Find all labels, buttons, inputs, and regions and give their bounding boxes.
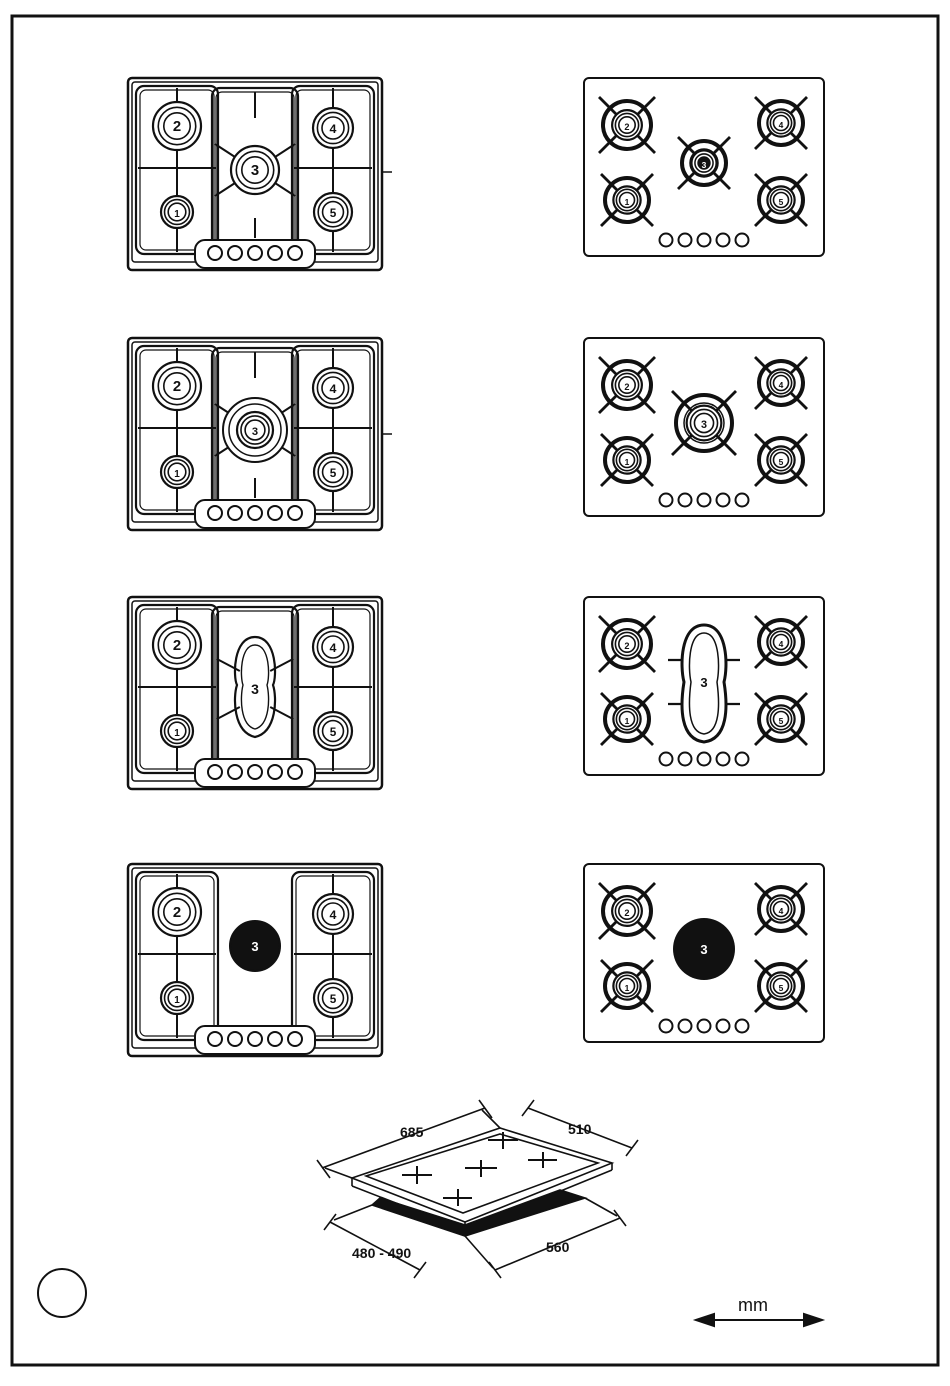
burner-number-label: 4	[329, 641, 337, 655]
dim-label-depth: 510	[568, 1121, 592, 1137]
burner-number-label: 4	[329, 122, 337, 136]
burner-number-label: 3	[251, 939, 259, 954]
control-knob	[208, 765, 222, 779]
control-knob	[679, 1020, 692, 1033]
control-knob	[736, 494, 749, 507]
control-knob	[228, 506, 242, 520]
burner-number-label: 5	[778, 983, 784, 993]
control-knob	[208, 246, 222, 260]
control-knob	[288, 1032, 302, 1046]
control-knob	[717, 753, 730, 766]
control-knob	[268, 506, 282, 520]
burner-number-label: 3	[700, 942, 708, 957]
control-knob	[248, 765, 262, 779]
burner-number-label: 5	[778, 197, 784, 207]
control-knob	[268, 1032, 282, 1046]
burner-number-label: 4	[778, 380, 784, 390]
burner-number-label: 4	[778, 120, 784, 130]
hob-c-glass	[584, 597, 824, 775]
control-knob	[288, 506, 302, 520]
burner-number-label: 2	[624, 908, 630, 918]
burner-number-label: 1	[624, 983, 630, 993]
burner-number-label: 1	[624, 716, 630, 726]
control-knob	[660, 753, 673, 766]
burner-number-label: 5	[778, 457, 784, 467]
control-knob	[736, 234, 749, 247]
burner-number-label: 2	[172, 638, 182, 654]
burner-number-label: 1	[174, 209, 180, 220]
burner-number-label: 4	[778, 906, 784, 916]
hob-c-grate	[128, 597, 382, 789]
control-knob	[228, 246, 242, 260]
burner-number-label: 5	[329, 467, 337, 480]
control-knob	[698, 753, 711, 766]
dim-label-cutout-depth: 480 - 490	[352, 1245, 412, 1261]
hob-variants	[128, 78, 824, 1056]
control-knob	[736, 753, 749, 766]
burner-number-label: 4	[329, 908, 337, 922]
hob-d-grate	[128, 864, 382, 1056]
burner-number-label: 3	[701, 419, 707, 431]
control-knob	[228, 1032, 242, 1046]
burner-number-label: 2	[172, 119, 182, 135]
burner-number-label: 5	[329, 993, 337, 1006]
hob-b-grate	[128, 338, 382, 530]
burner-number-label: 4	[778, 639, 784, 649]
burner-number-label: 5	[329, 726, 337, 739]
region-marker-circle	[38, 1269, 86, 1317]
control-knob	[248, 246, 262, 260]
burner-number-label: 3	[250, 163, 260, 179]
control-knob	[208, 506, 222, 520]
control-knob	[679, 234, 692, 247]
control-knob	[288, 765, 302, 779]
burner-number-label: 3	[701, 160, 707, 170]
burner-number-label: 5	[329, 207, 337, 220]
burner-number-label: 3	[700, 675, 708, 690]
control-knob	[698, 1020, 711, 1033]
burner-number-label: 2	[624, 641, 630, 651]
control-knob	[679, 494, 692, 507]
hob-b-glass	[584, 338, 824, 516]
control-knob	[717, 1020, 730, 1033]
burner-number-label: 1	[174, 728, 180, 739]
burner-number-label: 2	[172, 905, 182, 921]
control-knob	[660, 234, 673, 247]
control-knob	[717, 234, 730, 247]
control-knob	[660, 1020, 673, 1033]
burner-number-label: 4	[329, 382, 337, 396]
control-knob	[228, 765, 242, 779]
control-knob	[248, 1032, 262, 1046]
burner-number-label: 1	[174, 995, 180, 1006]
burner-number-label: 5	[778, 716, 784, 726]
control-knob	[717, 494, 730, 507]
burner-number-label: 2	[624, 382, 630, 392]
dim-label-cutout-width: 560	[546, 1239, 570, 1255]
burner-number-label: 3	[251, 681, 259, 697]
control-knob	[660, 494, 673, 507]
control-knob	[288, 246, 302, 260]
units-arrow	[696, 1314, 822, 1326]
burner-number-label: 3	[251, 426, 259, 438]
control-knob	[248, 506, 262, 520]
control-knob	[679, 753, 692, 766]
burner-number-label: 2	[172, 379, 182, 395]
control-knob	[698, 234, 711, 247]
control-knob	[736, 1020, 749, 1033]
burner-number-label: 1	[624, 457, 630, 467]
hob-a-grate	[128, 78, 382, 270]
control-knob	[268, 246, 282, 260]
control-knob	[268, 765, 282, 779]
burner-number-label: 1	[624, 197, 630, 207]
control-knob	[698, 494, 711, 507]
dim-label-width: 685	[400, 1124, 424, 1140]
cutout-base	[372, 1190, 585, 1236]
control-knob	[208, 1032, 222, 1046]
hob-d-glass	[584, 864, 824, 1042]
burner-number-label: 2	[624, 122, 630, 132]
hob-a-glass	[584, 78, 824, 256]
units-label: mm	[738, 1295, 768, 1315]
burner-number-label: 1	[174, 469, 180, 480]
